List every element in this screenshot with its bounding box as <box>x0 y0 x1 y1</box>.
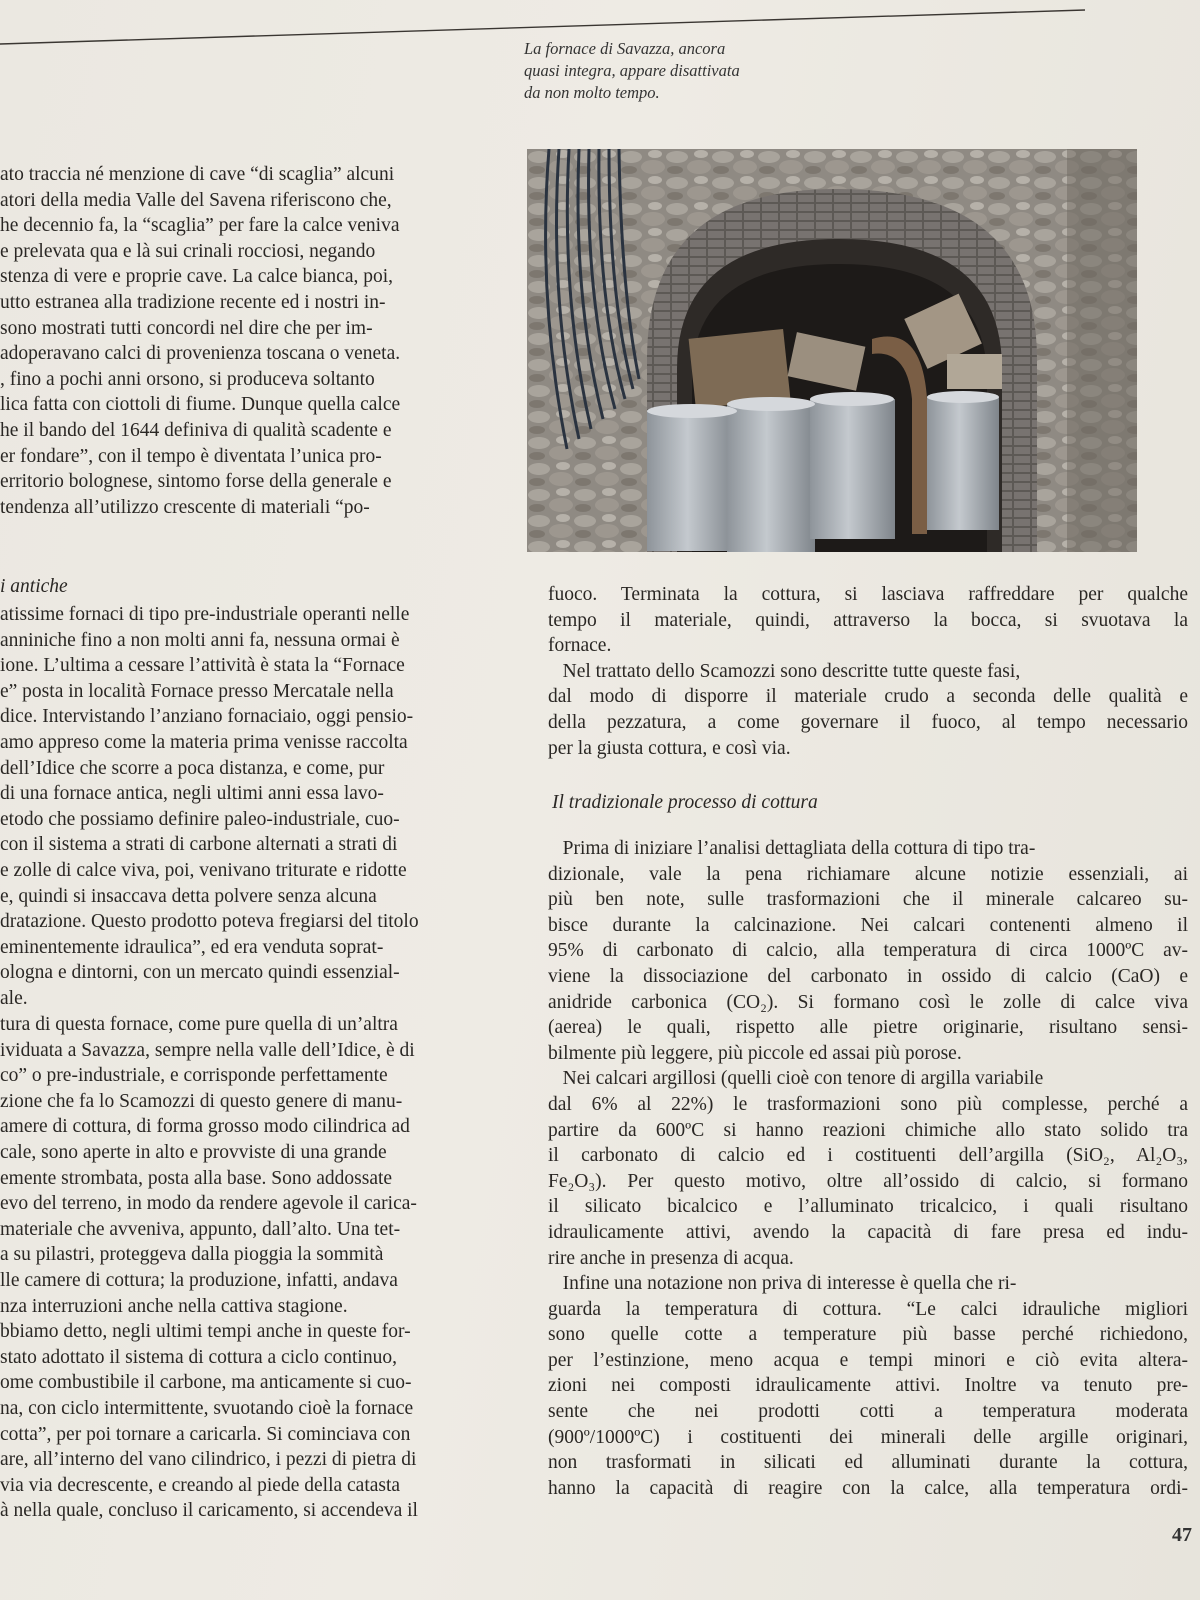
text-line: anidride carbonica (CO₂). Si formano così le zolle di calce viva <box>548 991 1188 1013</box>
text-line: più ben note, sulle trasformazioni che il minerale calcareo su- <box>548 889 1188 911</box>
text-line: guarda la temperatura di cottura. “Le calci idrauliche migliori <box>548 1298 1188 1320</box>
text-line: dell’Idice che scorre a poca distanza, e come, pur <box>0 757 385 779</box>
text-line: stenza di vere e proprie cave. La calce bianca, poi, <box>0 266 394 288</box>
text-line: erritorio bolognese, sintomo forse della generale e <box>0 471 392 493</box>
text-line: amere di cottura, di forma grosso modo cilindrica ad <box>0 1116 410 1138</box>
text-line: non trasformati in silicati ed alluminati durante la cottura, <box>548 1452 1188 1474</box>
text-line: Fe₂O₃). Per questo motivo, oltre all’ossido di calcio, si formano <box>548 1170 1188 1192</box>
text-line: ologna e dintorni, con un mercato quindi essenzial- <box>0 962 400 984</box>
text-line: per la giusta cottura, e così via. <box>548 737 791 759</box>
text-line: bbiamo detto, negli ultimi tempi anche in queste for- <box>0 1321 411 1343</box>
text-line: a su pilastri, proteggeva dalla pioggia la sommità <box>0 1244 384 1266</box>
text-line: ome combustibile il carbone, ma anticamente si cuo- <box>0 1372 412 1394</box>
text-line: evo del terreno, in modo da rendere agevole il carica- <box>0 1193 417 1215</box>
text-line: il carbonato di calcio ed i costituenti dell’argilla (SiO₂, Al₂O₃, <box>548 1145 1188 1167</box>
text-line: della pezzatura, a come governare il fuoco, al tempo necessario <box>548 711 1188 733</box>
text-line: tendenza all’utilizzo crescente di materiali “po- <box>0 496 370 518</box>
caption-line: quasi integra, appare disattivata <box>524 61 740 80</box>
text-line: cotta”, per poi tornare a caricarla. Si cominciava con <box>0 1423 411 1445</box>
text-line: tempo il materiale, quindi, attraverso la bocca, si svuotava la <box>548 609 1188 631</box>
text-line: bisce durante la calcinazione. Nei calcari contenenti almeno il <box>548 914 1188 936</box>
text-line: ividuata a Savazza, sempre nella valle dell’Idice, è di <box>0 1039 415 1061</box>
text-line: stato adottato il sistema di cottura a ciclo continuo, <box>0 1346 397 1368</box>
photo-caption <box>524 38 854 104</box>
text-line: atori della media Valle del Savena riferiscono che, <box>0 189 392 211</box>
text-line: atissime fornaci di tipo pre-industriale operanti nelle <box>0 604 410 625</box>
text-line: rire anche in presenza di acqua. <box>548 1247 794 1269</box>
text-line: bilmente più leggere, più piccole ed assai più porose. <box>548 1042 962 1064</box>
text-line: nza interruzioni anche nella cattiva stagione. <box>0 1295 348 1317</box>
right-column-block-2 <box>548 836 1188 1501</box>
text-line: sente che nei prodotti cotti a temperatura moderata <box>548 1401 1188 1423</box>
text-line: co” o pre-industriale, e corrisponde perfettamente <box>0 1065 388 1087</box>
text-line: e prelevata qua e là sui crinali rocciosi, negando <box>0 240 376 262</box>
right-column-block-1 <box>548 582 1188 761</box>
text-line: (900º/1000ºC) i costituenti dei minerali delle argille originari, <box>548 1426 1188 1448</box>
text-line: eminentemente idraulica”, ed era venduta soprat- <box>0 936 384 958</box>
text-line: na, con ciclo intermittente, svuotando cioè la fornace <box>0 1397 414 1419</box>
left-column-block-1 <box>0 162 505 520</box>
text-line: sono mostrati tutti concordi nel dire che per im- <box>0 317 373 339</box>
text-line: sono quelle cotte a temperature più basse perché richiedono, <box>548 1324 1188 1346</box>
text-line: are, all’interno del vano cilindrico, i pezzi di pietra di <box>0 1449 417 1471</box>
text-line: Nei calcari argillosi (quelli cioè con tenore di argilla variabile <box>548 1068 1044 1090</box>
text-line: di una fornace antica, negli ultimi anni essa lavo- <box>0 783 384 805</box>
text-line: hanno la capacità di reagire con la calce, alla temperatura ordi- <box>548 1477 1188 1499</box>
text-line: amo appreso come la materia prima venisse raccolta <box>0 731 408 753</box>
text-line: materiale che avveniva, appunto, dall’alto. Una tet- <box>0 1218 401 1240</box>
text-line: adoperavano calci di provenienza toscana o veneta. <box>0 343 401 365</box>
left-section-heading: i antiche <box>0 576 68 597</box>
text-line: dal modo di disporre il materiale crudo a seconda delle qualità e <box>548 686 1188 708</box>
text-line: il silicato bicalcico e l’alluminato tricalcico, i quali risultano <box>548 1196 1188 1218</box>
right-section-heading: Il tradizionale processo di cottura <box>552 792 818 813</box>
text-line: zione che fa lo Scamozzi di questo genere di manu- <box>0 1090 403 1112</box>
text-line: dice. Intervistando l’anziano fornaciaio, oggi pensio- <box>0 706 414 728</box>
text-line: cale, sono aperte in alto e provviste di una grande <box>0 1141 387 1163</box>
text-line: dizionale, vale la pena richiamare alcune notizie essenziali, ai <box>548 863 1188 885</box>
text-line: dratazione. Questo prodotto poteva fregiarsi del titolo <box>0 911 419 933</box>
text-line: 95% di carbonato di calcio, alla temperatura di circa 1000ºC av- <box>548 940 1188 962</box>
text-line: he il bando del 1644 definiva di qualità scadente e <box>0 419 392 441</box>
kiln-arch-photo <box>527 149 1137 552</box>
text-line: zioni nei composti idraulicamente attivi. Inoltre va tenuto pre- <box>548 1375 1188 1397</box>
text-line: lica fatta con ciottoli di fiume. Dunque quella calce <box>0 394 401 416</box>
text-line: fornace. <box>548 635 612 657</box>
text-line: partire da 600ºC si hanno reazioni chimiche allo stato solido tra <box>548 1119 1188 1141</box>
text-line: etodo che possiamo definire paleo-industriale, cuo- <box>0 808 400 830</box>
text-line: via via decrescente, e creando al piede della catasta <box>0 1474 401 1496</box>
text-line: e” posta in località Fornace presso Mercatale nella <box>0 680 394 702</box>
kiln-photo-illustration <box>527 149 1137 552</box>
text-line: (aerea) le quali, rispetto alle pietre originarie, risultano sensi- <box>548 1017 1188 1039</box>
text-line: con il sistema a strati di carbone alternati a strati di <box>0 834 398 856</box>
caption-line: La fornace di Savazza, ancora <box>524 39 726 58</box>
left-column-block-2 <box>0 602 505 1012</box>
text-line: lle camere di cottura; la produzione, infatti, andava <box>0 1269 398 1291</box>
text-line: e zolle di calce viva, poi, venivano triturate e ridotte <box>0 859 407 881</box>
text-line: utto estranea alla tradizione recente ed i nostri in- <box>0 291 386 313</box>
text-line: anniniche fino a non molti anni fa, nessuna ormai è <box>0 629 400 651</box>
text-line: e, quindi si insaccava detta polvere senza alcuna <box>0 885 377 907</box>
text-line: per l’estinzione, meno acqua e tempi minori e ciò evita altera- <box>548 1349 1188 1371</box>
text-line: dal 6% al 22%) le trasformazioni sono più complesse, perché a <box>548 1093 1188 1115</box>
caption-line: da non molto tempo. <box>524 83 660 102</box>
text-line: he decennio fa, la “scaglia” per fare la calce veniva <box>0 215 400 237</box>
left-column-block-3 <box>0 1012 505 1524</box>
text-line: emente strombata, posta alla base. Sono addossate <box>0 1167 393 1189</box>
text-line: viene la dissociazione del carbonato in ossido di calcio (CaO) e <box>548 965 1188 987</box>
text-line: idraulicamente attivi, avendo la capacità di fare presa ed indu- <box>548 1221 1188 1243</box>
text-line: , fino a pochi anni orsono, si produceva soltanto <box>0 368 375 390</box>
text-line: Nel trattato dello Scamozzi sono descritte tutte queste fasi, <box>548 660 1021 682</box>
page-number: 47 <box>1172 1524 1192 1546</box>
text-line: fuoco. Terminata la cottura, si lasciava raffreddare per qualche <box>548 584 1188 605</box>
text-line: tura di questa fornace, come pure quella di un’altra <box>0 1014 398 1035</box>
text-line: ale. <box>0 987 28 1009</box>
text-line: Infine una notazione non priva di interesse è quella che ri- <box>548 1273 1017 1295</box>
text-line: er fondare”, con il tempo è diventata l’unica pro- <box>0 445 382 467</box>
text-line: à nella quale, concluso il caricamento, si accendeva il <box>0 1500 418 1522</box>
text-line: Prima di iniziare l’analisi dettagliata della cottura di tipo tra- <box>548 838 1036 859</box>
text-line: ato traccia né menzione di cave “di scaglia” alcuni <box>0 164 395 185</box>
text-line: ione. L’ultima a cessare l’attività è stata la “Fornace <box>0 655 405 677</box>
